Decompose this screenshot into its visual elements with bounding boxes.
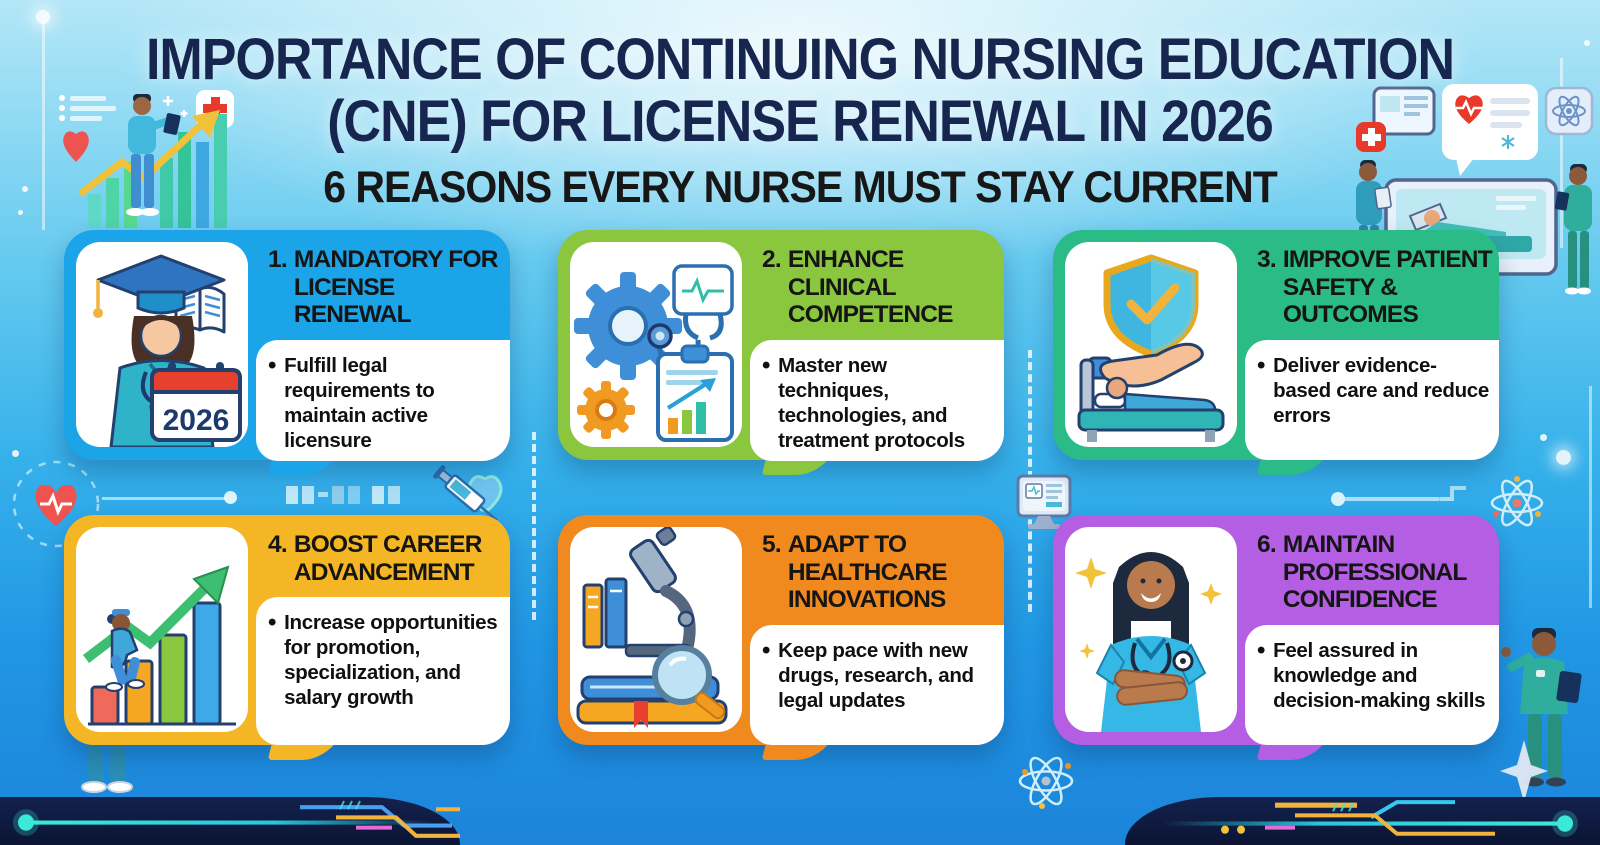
card-title-text: ADAPT TO HEALTHCARE INNOVATIONS [787, 531, 947, 614]
card-number: 1. [268, 246, 287, 273]
bullet-dot: • [1257, 352, 1266, 380]
card-content [1245, 230, 1499, 460]
card-content [256, 230, 510, 460]
card-title [750, 230, 1004, 340]
circuit-line-right [1589, 386, 1592, 608]
page-title-line2: (CNE) FOR LICENSE RENEWAL IN 2026 [327, 89, 1273, 155]
calendar-year: 2026 [162, 404, 230, 437]
header [0, 0, 1600, 211]
card-title [750, 515, 1004, 625]
card-title-text: BOOST CAREER ADVANCEMENT [293, 531, 482, 586]
card-title [256, 230, 510, 340]
circuit-banner-left [0, 797, 460, 845]
card-title [1245, 230, 1499, 340]
card-bullet-panel [256, 597, 510, 745]
card-content [1245, 515, 1499, 745]
confident-nurse-icon [1065, 527, 1237, 732]
page-title-line1: IMPORTANCE OF CONTINUING NURSING EDUCATION [145, 27, 1455, 93]
circuit-lines [1125, 797, 1600, 845]
atom-icon [1016, 750, 1076, 812]
card-bullet-text: Deliver evidence-based care and reduce errors [1273, 354, 1489, 428]
card-title-text: MANDATORY FOR LICENSE RENEWAL [293, 246, 498, 329]
gears-stethoscope-clipboard-icon [570, 242, 742, 447]
card-number: 2. [762, 246, 781, 273]
card-adapt-healthcare-innovations [558, 515, 1004, 745]
card-maintain-professional-confidence [1053, 515, 1499, 745]
card-content [750, 515, 1004, 745]
equalizer-bars [286, 482, 404, 508]
card-improve-patient-safety [1053, 230, 1499, 460]
page-subtitle: 6 REASONS EVERY NURSE MUST STAY CURRENT [323, 162, 1277, 212]
circuit-dot [1556, 450, 1571, 465]
card-number: 6. [1257, 531, 1276, 558]
card-boost-career-advancement [64, 515, 510, 745]
card-bullet-panel [750, 625, 1004, 745]
graduate-nurse-calendar-icon [76, 242, 248, 447]
bullet-dot: • [268, 609, 277, 637]
card-number: 3. [1257, 246, 1276, 273]
card-bullet-panel [1245, 340, 1499, 460]
shield-check-hand-patient-icon [1065, 242, 1237, 447]
card-content [256, 515, 510, 745]
card-bullet-text: Master new techniques, technologies, and treatment protocols [778, 354, 965, 453]
card-title [1245, 515, 1499, 625]
card-title-text: IMPROVE PATIENT SAFETY & OUTCOMES [1282, 246, 1492, 329]
circuit-line [102, 497, 226, 500]
card-bullet-text: Feel assured in knowledge and decision-making skills [1273, 639, 1486, 713]
card-bullet-panel [1245, 625, 1499, 745]
card-bullet-text: Increase opportunities for promotion, specialization, and salary growth [284, 611, 498, 710]
card-mandatory-license-renewal [64, 230, 510, 460]
bullet-dot: • [762, 637, 771, 665]
card-number: 4. [268, 531, 287, 558]
card-title-text: MAINTAIN PROFESSIONAL CONFIDENCE [1282, 531, 1467, 614]
card-enhance-clinical-competence [558, 230, 1004, 460]
career-growth-chart-icon [76, 527, 248, 732]
card-title-text: ENHANCE CLINICAL COMPETENCE [787, 246, 953, 329]
card-title [256, 515, 510, 597]
circuit-dot [224, 491, 237, 504]
bullet-dot: • [268, 352, 277, 380]
circuit-lines [0, 797, 460, 845]
circuit-dot [1540, 434, 1547, 441]
card-content [750, 230, 1004, 460]
microscope-books-magnifier-icon [570, 527, 742, 732]
sparkle-icon [1500, 740, 1548, 802]
card-bullet-text: Keep pace with new drugs, research, and legal updates [778, 639, 974, 713]
circuit-banner-right [1125, 797, 1600, 845]
dashed-divider [532, 432, 536, 620]
bullet-dot: • [762, 352, 771, 380]
card-bullet-panel [256, 340, 510, 461]
bullet-dot: • [1257, 637, 1266, 665]
card-bullet-panel [750, 340, 1004, 461]
card-bullet-text: Fulfill legal requirements to maintain active licensure [284, 354, 435, 453]
card-number: 5. [762, 531, 781, 558]
